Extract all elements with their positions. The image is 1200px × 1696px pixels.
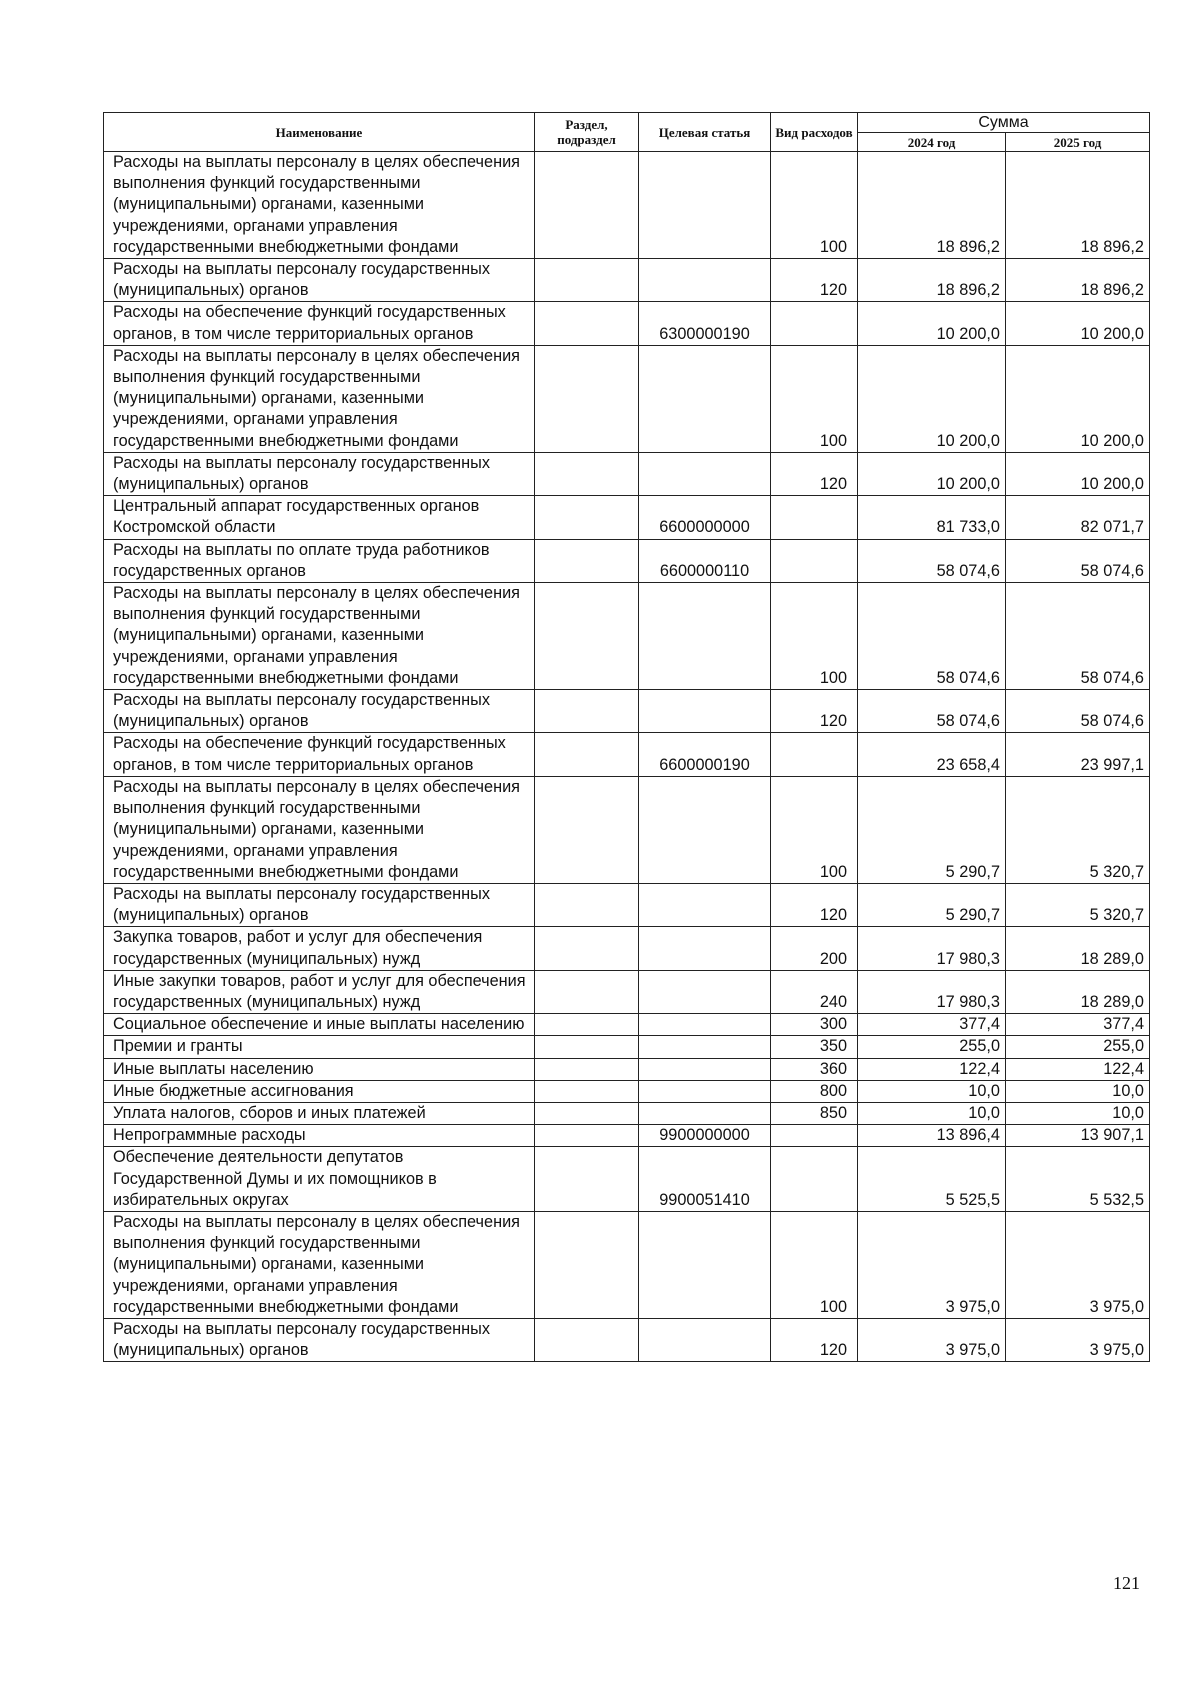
cell-name: Расходы на выплаты персоналу государственных (муниципальных) органов xyxy=(104,690,535,733)
cell-sum-2024: 5 290,7 xyxy=(858,776,1006,883)
cell-sum-2025: 58 074,6 xyxy=(1006,583,1150,690)
cell-target xyxy=(639,776,771,883)
cell-vid: 120 xyxy=(771,259,858,302)
table-row xyxy=(104,1125,1150,1147)
cell-name: Расходы на выплаты персоналу государственных (муниципальных) органов xyxy=(104,1318,535,1361)
table-row xyxy=(104,345,1150,452)
table-row xyxy=(104,690,1150,733)
cell-target xyxy=(639,690,771,733)
cell-razdel xyxy=(535,970,639,1013)
cell-vid xyxy=(771,302,858,345)
cell-target: 9900051410 xyxy=(639,1147,771,1212)
table-header xyxy=(104,113,1150,152)
cell-vid: 300 xyxy=(771,1014,858,1036)
table-row xyxy=(104,452,1150,495)
cell-sum-2024: 58 074,6 xyxy=(858,690,1006,733)
cell-sum-2025: 18 289,0 xyxy=(1006,927,1150,970)
table-row xyxy=(104,496,1150,539)
cell-name: Расходы на обеспечение функций государственных органов, в том числе территориальных органов xyxy=(104,302,535,345)
cell-razdel xyxy=(535,452,639,495)
cell-vid: 850 xyxy=(771,1102,858,1124)
cell-target xyxy=(639,970,771,1013)
cell-name: Социальное обеспечение и иные выплаты населению xyxy=(104,1014,535,1036)
cell-name: Расходы на выплаты персоналу в целях обеспечения выполнения функций государственными (муниципальными) органами, казенными учреждениями, органами управления государственными внебюджетными фондами xyxy=(104,345,535,452)
cell-sum-2025: 5 532,5 xyxy=(1006,1147,1150,1212)
table-row xyxy=(104,1036,1150,1058)
cell-target xyxy=(639,345,771,452)
cell-vid: 100 xyxy=(771,776,858,883)
budget-table xyxy=(103,112,1150,1362)
cell-sum-2024: 10 200,0 xyxy=(858,302,1006,345)
cell-name: Расходы на обеспечение функций государственных органов, в том числе территориальных органов xyxy=(104,733,535,776)
cell-vid: 120 xyxy=(771,690,858,733)
cell-vid: 100 xyxy=(771,152,858,259)
cell-target xyxy=(639,1014,771,1036)
cell-sum-2024: 23 658,4 xyxy=(858,733,1006,776)
cell-target: 6600000000 xyxy=(639,496,771,539)
cell-razdel xyxy=(535,1102,639,1124)
header-sum: Сумма xyxy=(858,113,1150,133)
cell-sum-2025: 13 907,1 xyxy=(1006,1125,1150,1147)
cell-razdel xyxy=(535,733,639,776)
cell-razdel xyxy=(535,776,639,883)
cell-razdel xyxy=(535,1080,639,1102)
header-name: Наименование xyxy=(104,113,535,152)
cell-name: Расходы на выплаты по оплате труда работников государственных органов xyxy=(104,539,535,582)
cell-razdel xyxy=(535,1125,639,1147)
cell-name: Расходы на выплаты персоналу в целях обеспечения выполнения функций государственными (муниципальными) органами, казенными учреждениями, органами управления государственными внебюджетными фондами xyxy=(104,152,535,259)
cell-sum-2025: 18 289,0 xyxy=(1006,970,1150,1013)
cell-sum-2025: 10 200,0 xyxy=(1006,345,1150,452)
cell-sum-2025: 82 071,7 xyxy=(1006,496,1150,539)
header-year-2025: 2025 год xyxy=(1006,133,1150,152)
table-row xyxy=(104,1080,1150,1102)
cell-sum-2025: 5 320,7 xyxy=(1006,776,1150,883)
cell-razdel xyxy=(535,1147,639,1212)
cell-razdel xyxy=(535,883,639,926)
table-row xyxy=(104,1014,1150,1036)
cell-name: Премии и гранты xyxy=(104,1036,535,1058)
table-row xyxy=(104,883,1150,926)
table-row xyxy=(104,733,1150,776)
cell-sum-2024: 17 980,3 xyxy=(858,970,1006,1013)
cell-razdel xyxy=(535,690,639,733)
table-row xyxy=(104,927,1150,970)
cell-vid: 200 xyxy=(771,927,858,970)
budget-sheet xyxy=(103,112,1149,1362)
cell-sum-2025: 10,0 xyxy=(1006,1102,1150,1124)
cell-sum-2025: 23 997,1 xyxy=(1006,733,1150,776)
cell-sum-2025: 377,4 xyxy=(1006,1014,1150,1036)
cell-name: Расходы на выплаты персоналу государственных (муниципальных) органов xyxy=(104,452,535,495)
cell-sum-2024: 18 896,2 xyxy=(858,152,1006,259)
cell-name: Уплата налогов, сборов и иных платежей xyxy=(104,1102,535,1124)
cell-name: Расходы на выплаты персоналу в целях обеспечения выполнения функций государственными (муниципальными) органами, казенными учреждениями, органами управления государственными внебюджетными фондами xyxy=(104,776,535,883)
cell-target xyxy=(639,1211,771,1318)
cell-target: 9900000000 xyxy=(639,1125,771,1147)
cell-sum-2025: 3 975,0 xyxy=(1006,1211,1150,1318)
cell-razdel xyxy=(535,496,639,539)
cell-razdel xyxy=(535,345,639,452)
cell-target: 6300000190 xyxy=(639,302,771,345)
cell-sum-2024: 5 290,7 xyxy=(858,883,1006,926)
cell-vid: 800 xyxy=(771,1080,858,1102)
table-row xyxy=(104,259,1150,302)
cell-vid: 100 xyxy=(771,345,858,452)
cell-sum-2025: 10 200,0 xyxy=(1006,302,1150,345)
cell-name: Непрограммные расходы xyxy=(104,1125,535,1147)
header-vid: Вид расходов xyxy=(771,113,858,152)
cell-name: Иные выплаты населению xyxy=(104,1058,535,1080)
cell-sum-2024: 81 733,0 xyxy=(858,496,1006,539)
cell-name: Расходы на выплаты персоналу в целях обеспечения выполнения функций государственными (муниципальными) органами, казенными учреждениями, органами управления государственными внебюджетными фондами xyxy=(104,1211,535,1318)
cell-sum-2024: 10,0 xyxy=(858,1102,1006,1124)
table-row xyxy=(104,1318,1150,1361)
cell-sum-2025: 5 320,7 xyxy=(1006,883,1150,926)
table-row xyxy=(104,1058,1150,1080)
cell-vid: 100 xyxy=(771,583,858,690)
table-row xyxy=(104,970,1150,1013)
cell-target xyxy=(639,1058,771,1080)
cell-razdel xyxy=(535,1211,639,1318)
cell-razdel xyxy=(535,1318,639,1361)
table-body xyxy=(104,152,1150,1362)
cell-sum-2024: 58 074,6 xyxy=(858,539,1006,582)
cell-target xyxy=(639,1036,771,1058)
cell-sum-2025: 18 896,2 xyxy=(1006,259,1150,302)
cell-vid xyxy=(771,733,858,776)
cell-name: Иные бюджетные ассигнования xyxy=(104,1080,535,1102)
cell-razdel xyxy=(535,302,639,345)
table-row xyxy=(104,583,1150,690)
header-target: Целевая статья xyxy=(639,113,771,152)
cell-target xyxy=(639,152,771,259)
table-row xyxy=(104,1147,1150,1212)
cell-target xyxy=(639,259,771,302)
cell-name: Обеспечение деятельности депутатов Государственной Думы и их помощников в избирательных округах xyxy=(104,1147,535,1212)
table-row xyxy=(104,1102,1150,1124)
cell-sum-2024: 18 896,2 xyxy=(858,259,1006,302)
cell-razdel xyxy=(535,1014,639,1036)
cell-vid: 120 xyxy=(771,1318,858,1361)
cell-sum-2024: 5 525,5 xyxy=(858,1147,1006,1212)
cell-sum-2025: 122,4 xyxy=(1006,1058,1150,1080)
cell-target: 6600000190 xyxy=(639,733,771,776)
cell-sum-2025: 3 975,0 xyxy=(1006,1318,1150,1361)
page-number: 121 xyxy=(1113,1573,1140,1593)
table-row xyxy=(104,302,1150,345)
cell-sum-2025: 10,0 xyxy=(1006,1080,1150,1102)
cell-target xyxy=(639,1102,771,1124)
table-row xyxy=(104,1211,1150,1318)
table-row xyxy=(104,776,1150,883)
cell-vid: 100 xyxy=(771,1211,858,1318)
table-row xyxy=(104,152,1150,259)
cell-vid: 360 xyxy=(771,1058,858,1080)
cell-razdel xyxy=(535,927,639,970)
cell-vid: 240 xyxy=(771,970,858,1013)
cell-vid: 350 xyxy=(771,1036,858,1058)
header-razdel: Раздел, подраздел xyxy=(535,113,639,152)
cell-target: 6600000110 xyxy=(639,539,771,582)
cell-name: Расходы на выплаты персоналу государственных (муниципальных) органов xyxy=(104,259,535,302)
table-row xyxy=(104,539,1150,582)
cell-vid xyxy=(771,1147,858,1212)
cell-razdel xyxy=(535,583,639,690)
cell-razdel xyxy=(535,259,639,302)
cell-sum-2024: 377,4 xyxy=(858,1014,1006,1036)
cell-vid xyxy=(771,539,858,582)
cell-vid: 120 xyxy=(771,452,858,495)
cell-target xyxy=(639,452,771,495)
cell-vid xyxy=(771,496,858,539)
cell-sum-2024: 13 896,4 xyxy=(858,1125,1006,1147)
cell-sum-2024: 10,0 xyxy=(858,1080,1006,1102)
header-year-2024: 2024 год xyxy=(858,133,1006,152)
cell-name: Расходы на выплаты персоналу государственных (муниципальных) органов xyxy=(104,883,535,926)
cell-target xyxy=(639,927,771,970)
cell-name: Расходы на выплаты персоналу в целях обеспечения выполнения функций государственными (муниципальными) органами, казенными учреждениями, органами управления государственными внебюджетными фондами xyxy=(104,583,535,690)
cell-razdel xyxy=(535,539,639,582)
cell-sum-2024: 255,0 xyxy=(858,1036,1006,1058)
cell-sum-2025: 10 200,0 xyxy=(1006,452,1150,495)
cell-sum-2025: 18 896,2 xyxy=(1006,152,1150,259)
cell-sum-2025: 58 074,6 xyxy=(1006,539,1150,582)
cell-sum-2024: 122,4 xyxy=(858,1058,1006,1080)
cell-sum-2025: 58 074,6 xyxy=(1006,690,1150,733)
cell-razdel xyxy=(535,1036,639,1058)
cell-sum-2025: 255,0 xyxy=(1006,1036,1150,1058)
cell-name: Иные закупки товаров, работ и услуг для обеспечения государственных (муниципальных) нужд xyxy=(104,970,535,1013)
cell-vid xyxy=(771,1125,858,1147)
cell-target xyxy=(639,1318,771,1361)
cell-name: Центральный аппарат государственных органов Костромской области xyxy=(104,496,535,539)
cell-name: Закупка товаров, работ и услуг для обеспечения государственных (муниципальных) нужд xyxy=(104,927,535,970)
cell-sum-2024: 10 200,0 xyxy=(858,452,1006,495)
cell-razdel xyxy=(535,152,639,259)
cell-target xyxy=(639,583,771,690)
cell-sum-2024: 10 200,0 xyxy=(858,345,1006,452)
cell-sum-2024: 3 975,0 xyxy=(858,1211,1006,1318)
cell-target xyxy=(639,1080,771,1102)
cell-target xyxy=(639,883,771,926)
cell-sum-2024: 3 975,0 xyxy=(858,1318,1006,1361)
cell-sum-2024: 58 074,6 xyxy=(858,583,1006,690)
cell-vid: 120 xyxy=(771,883,858,926)
cell-sum-2024: 17 980,3 xyxy=(858,927,1006,970)
cell-razdel xyxy=(535,1058,639,1080)
